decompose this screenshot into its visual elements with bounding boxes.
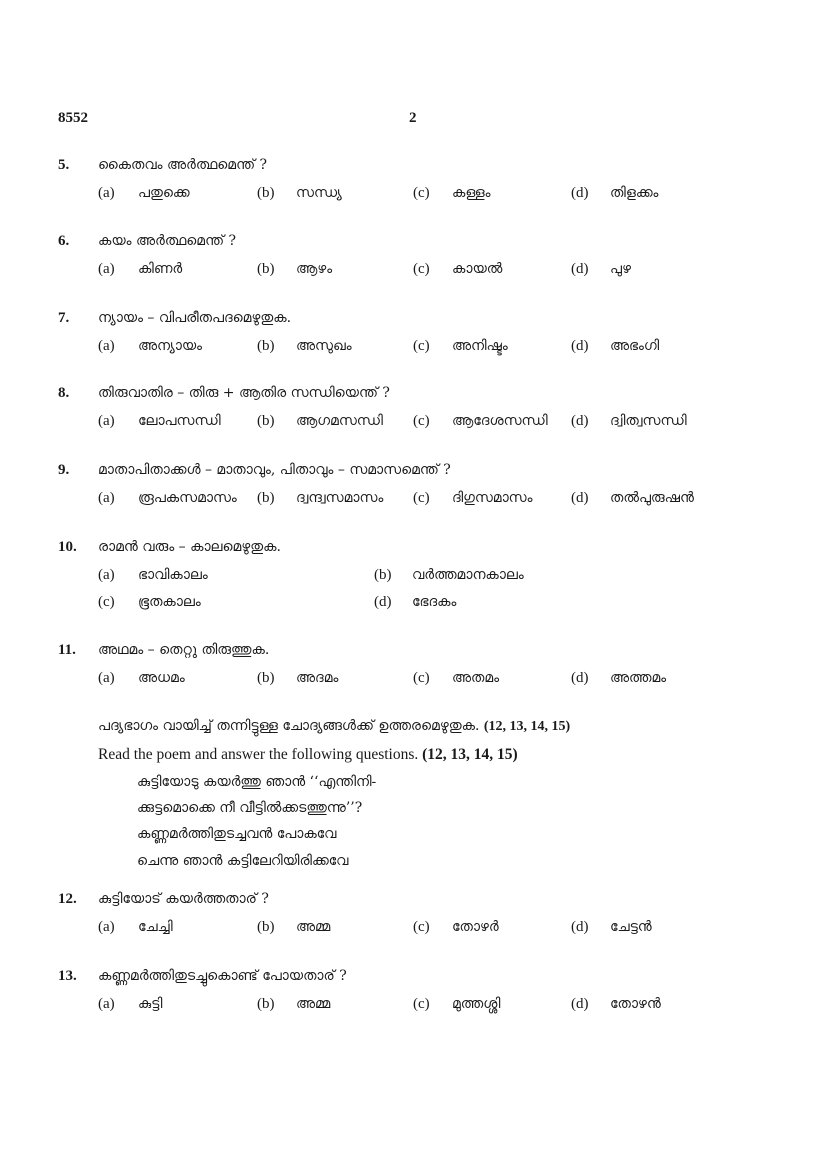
option-a: ലോപസന്ധി <box>138 413 221 429</box>
option-label: (b) <box>257 338 275 354</box>
option-b: ആഴം <box>296 261 333 277</box>
option-label: (a) <box>98 413 115 429</box>
instruction-en-text: Read the poem and answer the following questions. <box>98 746 419 763</box>
poem-line: ചെന്നു ഞാൻ കട്ടിലേറിയിരിക്കവേ <box>137 853 349 869</box>
option-label: (a) <box>98 996 115 1012</box>
option-label: (b) <box>257 670 275 686</box>
passage-instruction-ml <box>98 718 570 735</box>
option-c: തോഴർ <box>452 919 499 935</box>
option-label: (c) <box>413 185 430 201</box>
question-number: 10. <box>58 539 77 555</box>
option-label: (a) <box>98 919 115 935</box>
page-number: 2 <box>409 110 417 126</box>
option-label: (b) <box>257 413 275 429</box>
poem-line: ക്കുട്ടമൊക്കെ നീ വീട്ടിൽക്കടത്തുന്നു’’? <box>137 800 363 816</box>
option-label: (d) <box>571 670 589 686</box>
option-d: അത്തമം <box>610 670 667 686</box>
option-label: (b) <box>257 261 275 277</box>
option-b: സന്ധ്യ <box>296 185 342 201</box>
option-label: (a) <box>98 490 115 506</box>
question-6 <box>58 233 778 293</box>
option-d: അഭംഗി <box>610 338 660 354</box>
option-label: (b) <box>257 490 275 506</box>
option-label: (a) <box>98 338 115 354</box>
option-c: അനിഷ്ടം <box>452 338 508 354</box>
option-label: (d) <box>571 996 589 1012</box>
option-label: (c) <box>413 919 430 935</box>
question-text: ന്യായം – വിപരീതപദമെഴുതുക. <box>98 310 292 326</box>
question-number: 7. <box>58 310 70 326</box>
option-d: തിളക്കം <box>610 185 659 201</box>
question-10 <box>58 539 778 619</box>
poem-line: കുട്ടിയോടു കയർത്തു ഞാൻ ‘‘എന്തിനി- <box>137 774 377 790</box>
option-label: (c) <box>413 670 430 686</box>
option-label: (c) <box>413 413 430 429</box>
question-refs: (12, 13, 14, 15) <box>483 719 571 734</box>
option-d: ദ്വിത്വസന്ധി <box>610 413 687 429</box>
option-label: (d) <box>571 490 589 506</box>
option-a: രൂപകസമാസം <box>138 490 237 506</box>
option-label: (d) <box>571 261 589 277</box>
poem-line: കണ്ണമർത്തിതുടച്ചവൻ പോകവേ <box>137 826 337 842</box>
option-label: (d) <box>571 413 589 429</box>
option-d: ചേട്ടൻ <box>610 919 652 935</box>
option-a: പതുക്കെ <box>138 185 190 201</box>
option-c: കായൽ <box>452 261 503 277</box>
question-number: 13. <box>58 968 77 984</box>
option-label: (a) <box>98 670 115 686</box>
option-a: കിണർ <box>138 261 183 277</box>
option-label: (b) <box>257 919 275 935</box>
option-a: ചേച്ചി <box>138 919 173 935</box>
question-number: 5. <box>58 157 70 173</box>
option-label: (d) <box>571 919 589 935</box>
option-a: ഭാവികാലം <box>138 567 208 583</box>
question-13 <box>58 968 778 1028</box>
question-12 <box>58 891 778 951</box>
option-c: അതമം <box>452 670 500 686</box>
option-label: (a) <box>98 567 115 583</box>
question-text: കുട്ടിയോട് കയർത്തതാര് ? <box>98 891 269 907</box>
option-d: തൽപുരുഷൻ <box>610 490 694 506</box>
option-label: (c) <box>413 338 430 354</box>
option-label: (d) <box>571 338 589 354</box>
question-text: കണ്ണമർത്തിതുടച്ചുകൊണ്ട് പോയതാര് ? <box>98 968 347 984</box>
option-label: (d) <box>374 594 392 610</box>
question-number: 12. <box>58 891 77 907</box>
option-label: (a) <box>98 185 115 201</box>
question-text: കയം അർത്ഥമെന്ത് ? <box>98 233 237 249</box>
option-c: ആദേശസന്ധി <box>452 413 548 429</box>
option-b: ആഗമസന്ധി <box>296 413 383 429</box>
option-a: കുട്ടി <box>138 996 163 1012</box>
question-5 <box>58 157 778 217</box>
question-text: അഥമം – തെറ്റു തിരുത്തുക. <box>98 642 270 658</box>
question-text: തിരുവാതിര – തിരു + ആതിര സന്ധിയെന്ത് ? <box>98 385 390 401</box>
passage-instruction-en <box>98 746 518 764</box>
option-label: (b) <box>374 567 392 583</box>
option-b: അമ്മ <box>296 996 331 1012</box>
question-number: 8. <box>58 385 70 401</box>
option-b: അമ്മ <box>296 919 331 935</box>
question-9 <box>58 462 778 522</box>
option-a: അന്യായം <box>138 338 202 354</box>
question-text: രാമൻ വരും – കാലമെഴുതുക. <box>98 539 281 555</box>
option-label: (c) <box>98 594 115 610</box>
option-label: (b) <box>257 996 275 1012</box>
question-8 <box>58 385 778 445</box>
question-text: കൈതവം അർത്ഥമെന്ത് ? <box>98 157 268 173</box>
question-refs: (12, 13, 14, 15) <box>422 746 518 763</box>
option-a: അധമം <box>138 670 185 686</box>
option-c: ഭൂതകാലം <box>138 594 201 610</box>
question-number: 9. <box>58 462 70 478</box>
option-label: (b) <box>257 185 275 201</box>
option-label: (d) <box>571 185 589 201</box>
option-label: (a) <box>98 261 115 277</box>
option-b: ദ്വന്ദ്വസമാസം <box>296 490 384 506</box>
option-c: കള്ളം <box>452 185 491 201</box>
option-b: വർത്തമാനകാലം <box>412 567 524 583</box>
option-d: പുഴ <box>610 261 631 277</box>
option-label: (c) <box>413 261 430 277</box>
question-number: 6. <box>58 233 70 249</box>
option-d: ഭേദകം <box>412 594 457 610</box>
option-label: (c) <box>413 996 430 1012</box>
question-number: 11. <box>58 642 76 658</box>
option-label: (c) <box>413 490 430 506</box>
option-d: തോഴൻ <box>610 996 661 1012</box>
option-c: മുത്തശ്ശി <box>452 996 501 1012</box>
instruction-ml-text: പദ്യഭാഗം വായിച്ച് തന്നിട്ടുള്ള ചോദ്യങ്ങൾക്ക് ഉത്തരമെഴുതുക. <box>98 718 480 734</box>
question-11 <box>58 642 778 702</box>
question-7 <box>58 310 778 370</box>
question-text: മാതാപിതാക്കൾ – മാതാവും, പിതാവും – സമാസമെന്ത് ? <box>98 462 451 478</box>
option-b: അസുഖം <box>296 338 352 354</box>
page-code: 8552 <box>58 110 88 126</box>
option-b: അദമം <box>296 670 339 686</box>
option-c: ദിഗുസമാസം <box>452 490 533 506</box>
